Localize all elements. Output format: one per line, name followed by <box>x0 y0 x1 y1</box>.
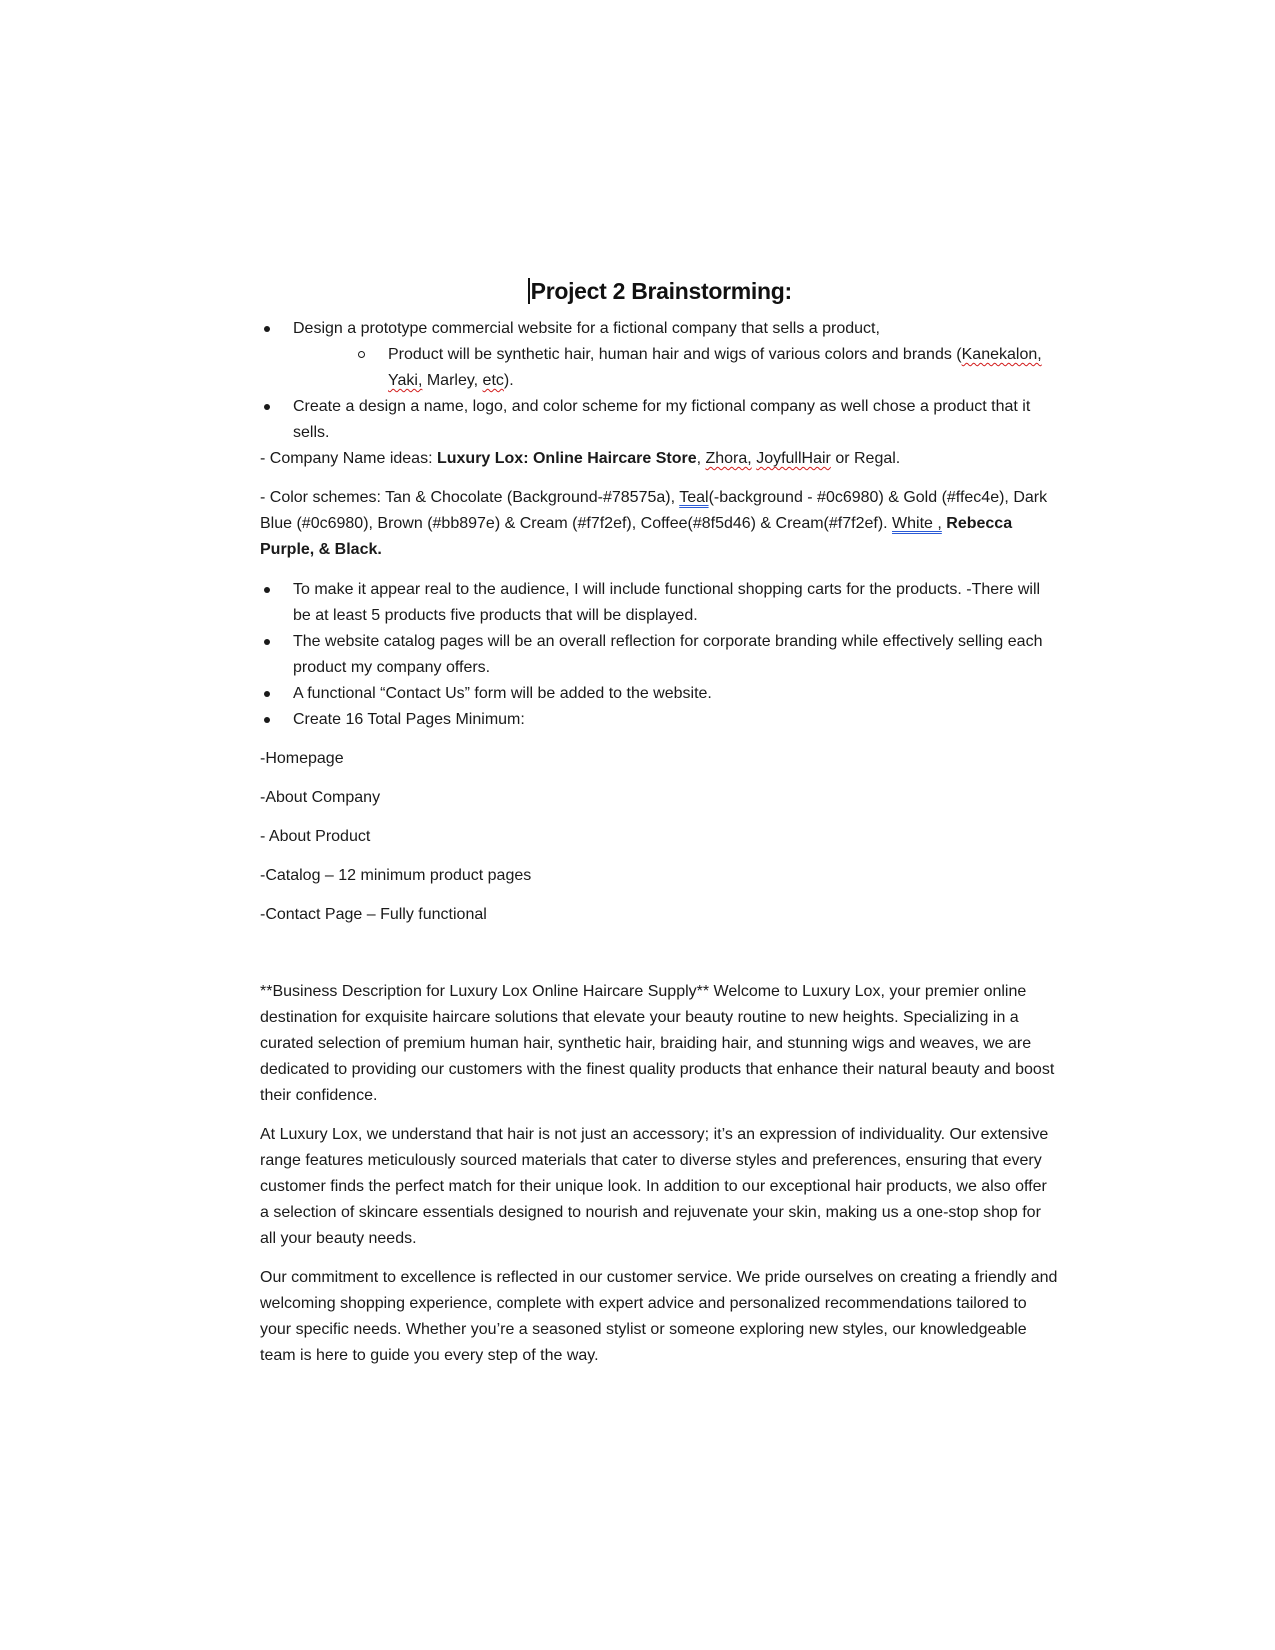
bullet-item <box>260 629 1060 681</box>
page-item-about-product: - About Product <box>260 828 371 845</box>
bullet-text: The website catalog pages will be an overall reflection for corporate branding while effectively selling each product my company offers. <box>293 633 1043 676</box>
text-punct: , <box>696 450 706 467</box>
company-name-bold: Luxury Lox: Online Haircare Store <box>436 450 697 467</box>
text-cursor <box>528 278 530 304</box>
bullet-text: Design a prototype commercial website for a fictional company that sells a product, <box>293 320 880 337</box>
color-schemes-text: - Color schemes: Tan & Chocolate (Background-#78575a), <box>260 489 680 506</box>
bullet-text: To make it appear real to the audience, I will include functional shopping carts for the products. -There will be at least 5 products five products that will be displayed. <box>293 581 1041 624</box>
bullet-item <box>260 394 1060 446</box>
sub-bullet-list <box>293 342 1060 394</box>
spelling-flag-kanekalon[interactable]: Kanekalon, <box>961 346 1042 363</box>
business-description-intro: **Business Description for Luxury Lox Online Haircare Supply** Welcome to Luxury Lox, your premier online destination for exquisite haircare solutions that elevate your beauty routine to new heights. Specializing in a curated selection of premium human hair, synthetic hair, braiding hair, and stunning wigs and weaves, we are dedicated to providing our customers with the finest quality products that enhance their natural beauty and boost their confidence. <box>260 983 1055 1104</box>
business-description-individuality: At Luxury Lox, we understand that hair is not just an accessory; it’s an expression of individuality. Our extensive range features meticulously sourced materials that cater to diverse styles and preferences, ensuring that every customer finds the perfect match for their unique look. In addition to our exceptional hair products, we also offer a selection of skincare essentials designed to nourish and rejuvenate your skin, making us a one-stop shop for all your beauty needs. <box>260 1126 1049 1247</box>
spelling-flag-joyfullhair[interactable]: JoyfullHair <box>756 450 831 467</box>
company-names-end: or Regal. <box>830 450 901 467</box>
spelling-flag-yaki[interactable]: Yaki, <box>388 372 423 389</box>
bullet-item <box>260 316 1060 394</box>
sub-bullet-text: Product will be synthetic hair, human hair and wigs of various colors and brands ( <box>388 346 962 363</box>
bullet-text: Create a design a name, logo, and color scheme for my fictional company as well chose a product that it sells. <box>293 398 1031 441</box>
color-schemes <box>260 485 1060 563</box>
bullet-item <box>260 577 1060 629</box>
page-item-contact: -Contact Page – Fully functional <box>260 906 487 923</box>
document-title <box>260 276 1060 306</box>
spelling-flag-etc[interactable]: etc <box>482 372 504 389</box>
color-schemes-text: (-background - #0c6980) & Gold (#ffec4e), Dark Blue (#0c6980), Brown (#bb897e) & Cream (#f7f2ef), Coffee(#8f5d46) & Cream(#f7f2ef). <box>260 489 1048 532</box>
grammar-flag-teal[interactable]: Teal <box>679 489 709 506</box>
page-item-catalog: -Catalog – 12 minimum product pages <box>260 867 532 884</box>
bullet-item <box>260 681 1060 707</box>
sub-bullet-text: ). <box>503 372 514 389</box>
spelling-flag-zhora[interactable]: Zhora, <box>705 450 752 467</box>
page-item-about-company: -About Company <box>260 789 381 806</box>
goals-bullet-list <box>260 316 1060 446</box>
pages-list <box>260 746 1060 928</box>
document-body[interactable] <box>260 270 1060 1382</box>
bullet-text: Create 16 Total Pages Minimum: <box>293 711 525 728</box>
company-name-ideas <box>260 446 1060 472</box>
color-schemes-bold: Rebecca Purple, & Black. <box>260 515 1013 558</box>
features-bullet-list <box>260 577 1060 733</box>
company-names-label: - Company Name ideas: <box>260 450 437 467</box>
blank-line <box>260 941 1060 979</box>
bullet-item <box>260 707 1060 733</box>
sub-bullet-text: Marley, <box>422 372 483 389</box>
business-description-service: Our commitment to excellence is reflected in our customer service. We pride ourselves on creating a friendly and welcoming shopping experience, complete with expert advice and personalized recommendations tailored to your specific needs. Whether you’re a seasoned stylist or someone exploring new styles, our knowledgeable team is here to guide you every step of the way. <box>260 1269 1058 1364</box>
document-title-text: Project 2 Brainstorming: <box>530 278 792 304</box>
sub-bullet-item <box>293 342 1060 394</box>
bullet-text: A functional “Contact Us” form will be added to the website. <box>293 685 712 702</box>
page-item-homepage: -Homepage <box>260 750 344 767</box>
grammar-flag-white[interactable]: White , <box>892 515 942 532</box>
